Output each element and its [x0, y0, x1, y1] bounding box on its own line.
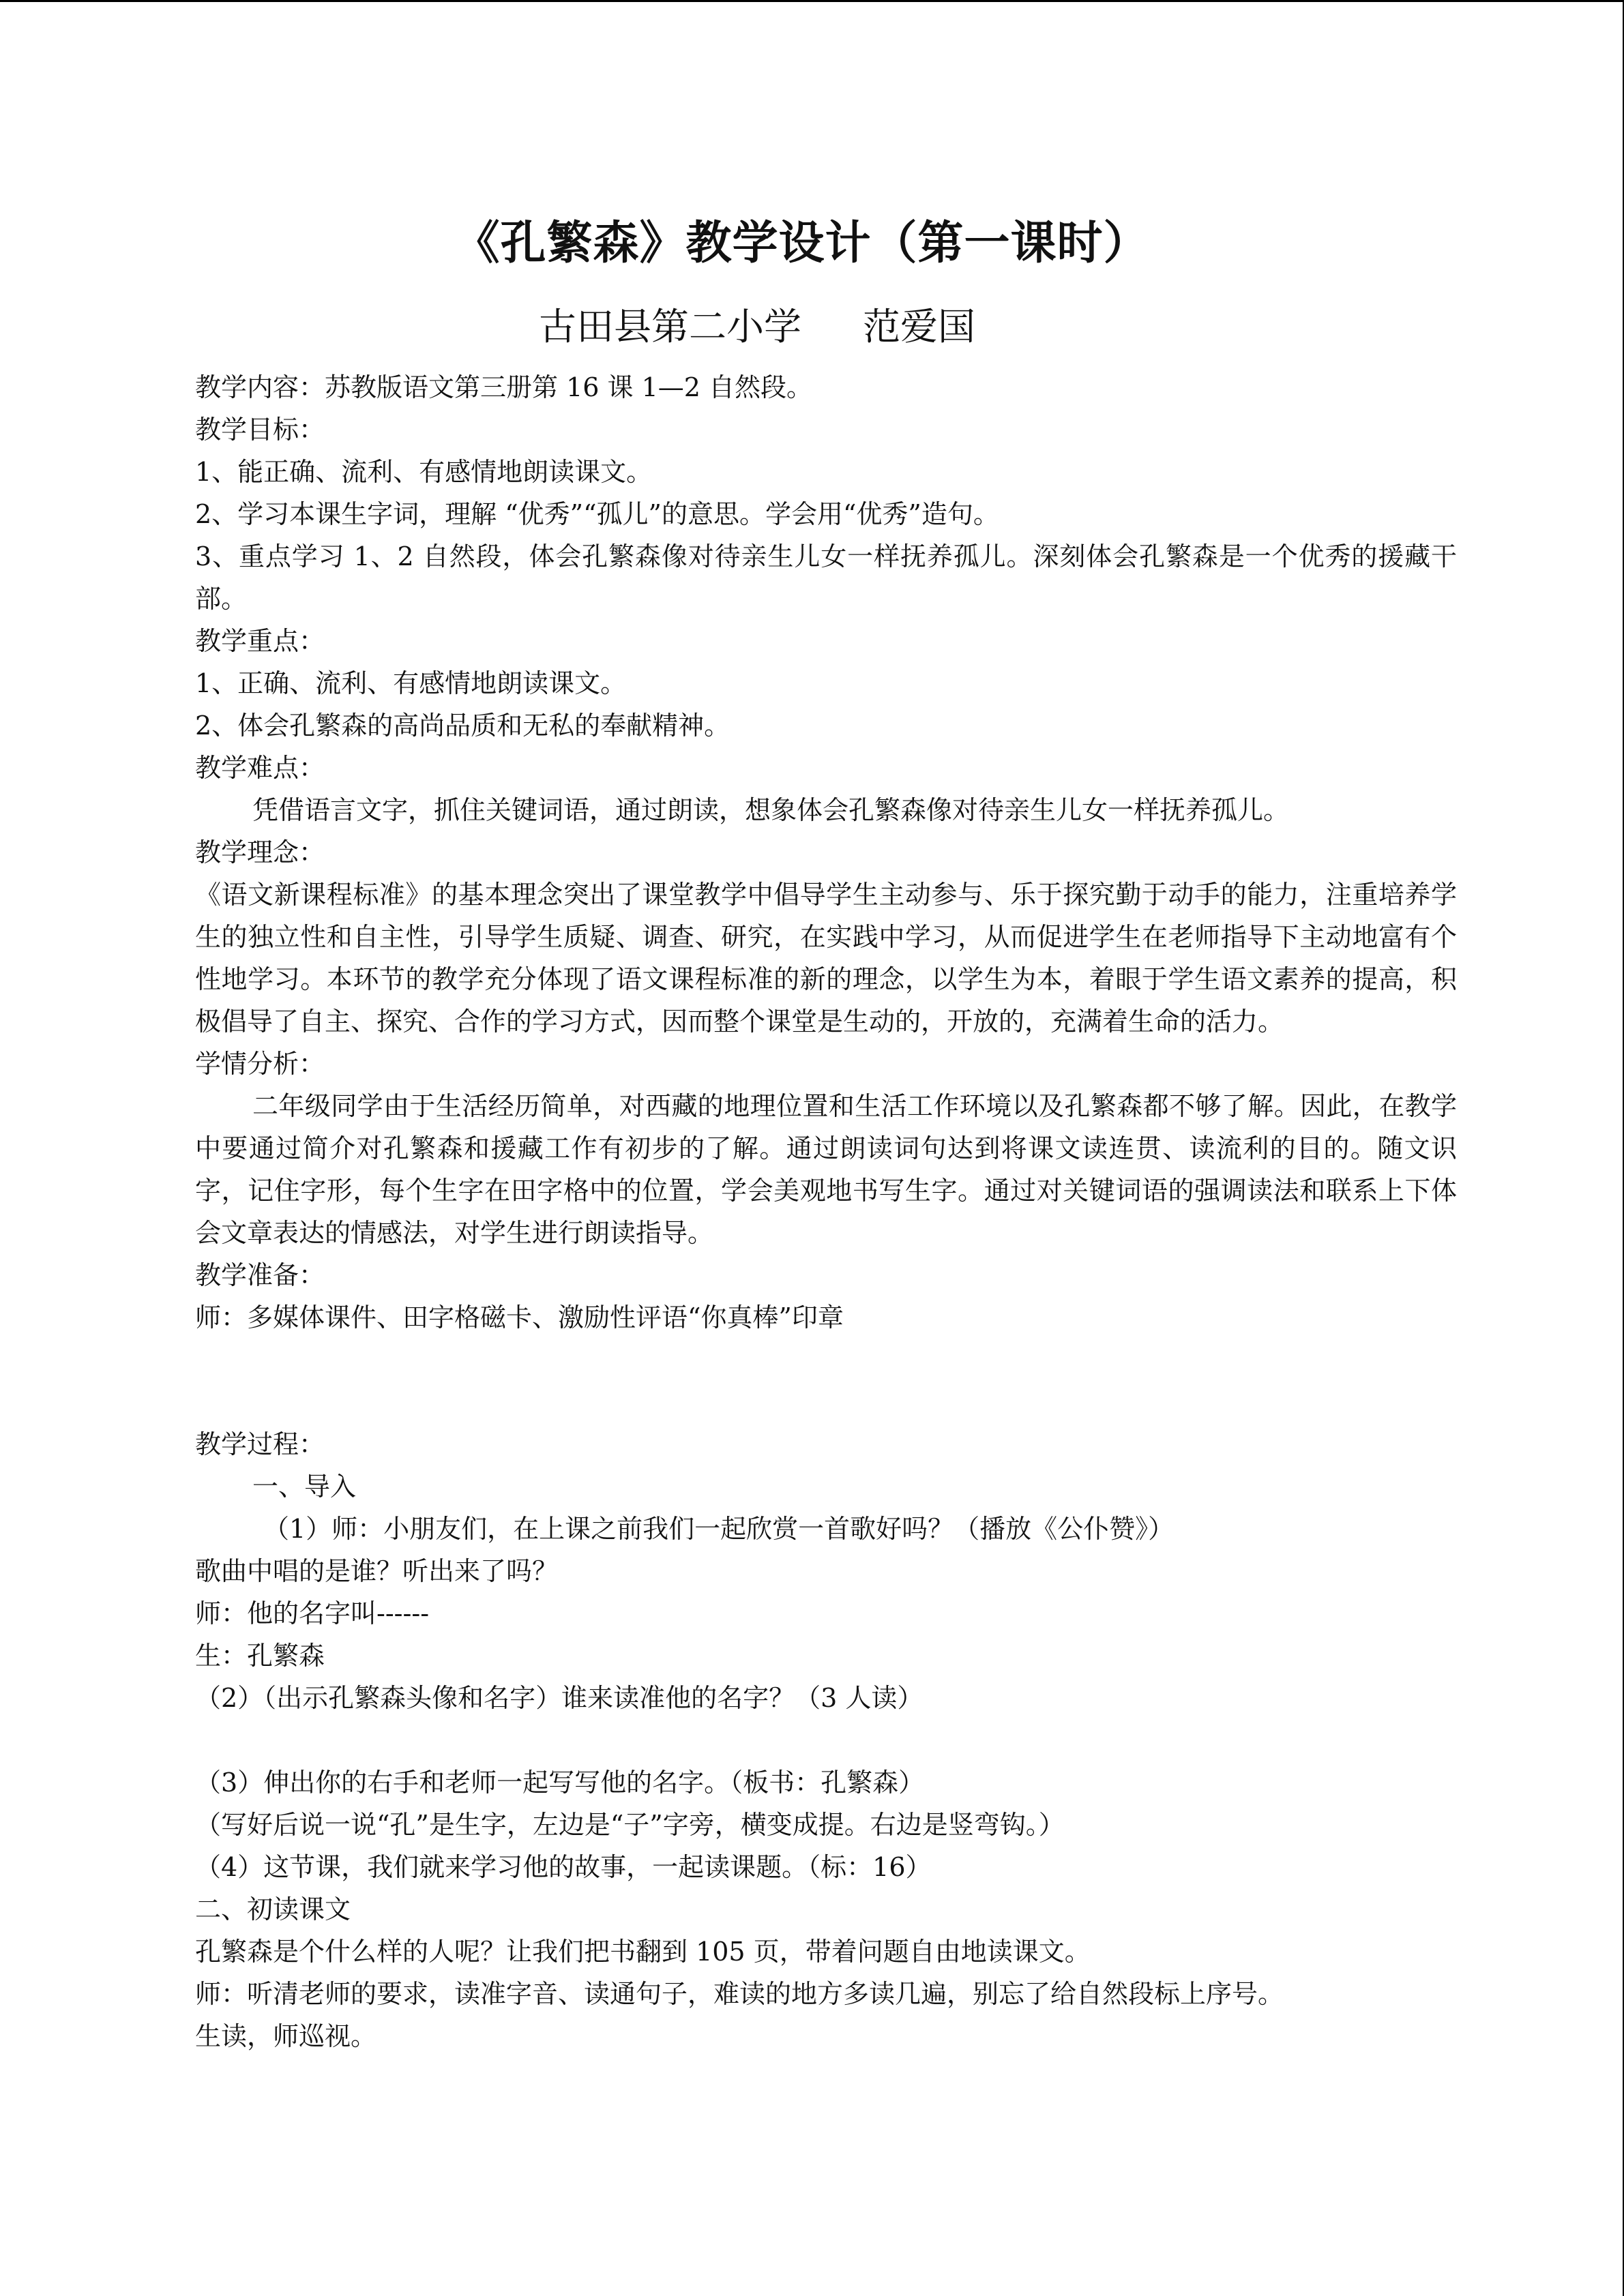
section-heading: 学情分析：	[195, 1049, 325, 1079]
paragraph: 二年级同学由于生活经历简单，对西藏的地理位置和生活工作环境以及孔繁森都不够了解。因此，在教学中要通过简介对孔繁森和援藏工作有初步的了解。通过朗读词句达到将课文读连贯、读流利的目的。随文识字，记住字形，每个生字在田字格中的位置，学会美观地书写生字。通过对关键词语的强调读法和联系上下体会文章表达的情感法，对学生进行朗读指导。	[195, 1091, 1457, 1248]
section-heading: 教学过程：	[195, 1429, 325, 1459]
paragraph: （1）师：小朋友们，在上课之前我们一起欣赏一首歌好吗？（播放《公仆赞》）	[263, 1514, 1175, 1544]
section-heading: 教学重点：	[195, 626, 325, 656]
paragraph: 师：多媒体课件、田字格磁卡、激励性评语“你真棒”印章	[195, 1302, 844, 1332]
spacer	[195, 1719, 1457, 1761]
paragraph: 生：孔繁森	[195, 1641, 325, 1671]
paragraph: （4）这节课，我们就来学习他的故事，一起读课题。（标：16）	[195, 1852, 932, 1882]
document-title-text: 《孔繁森》教学设计（第一课时）	[454, 215, 1150, 269]
paragraph: 1、能正确、流利、有感情地朗读课文。	[195, 457, 653, 487]
paragraph: 歌曲中唱的是谁？听出来了吗？	[195, 1556, 559, 1586]
section-heading: 教学准备：	[195, 1260, 325, 1290]
paragraph: 教学内容：苏教版语文第三册第 16 课 1—2 自然段。	[195, 372, 813, 402]
document-title	[0, 207, 1624, 272]
paragraph: （2）（出示孔繁森头像和名字）谁来读准他的名字？（3 人读）	[195, 1683, 924, 1713]
subsection-heading: 一、导入	[252, 1472, 357, 1502]
paragraph: （3）伸出你的右手和老师一起写写他的名字。（板书：孔繁森）	[195, 1768, 925, 1798]
section-heading: 教学难点：	[195, 753, 325, 783]
paragraph: 3、重点学习 1、2 自然段，体会孔繁森像对待亲生儿女一样抚养孤儿。深刻体会孔繁森是一个优秀的援藏干部。	[195, 541, 1457, 614]
paragraph: 2、体会孔繁森的高尚品质和无私的奉献精神。	[195, 711, 730, 741]
author-name: 范爱国	[863, 305, 976, 348]
author-line	[539, 297, 975, 351]
paragraph: 2、学习本课生字词，理解 “优秀”“孤儿”的意思。学会用“优秀”造句。	[195, 499, 999, 529]
paragraph: 师：听清老师的要求，读准字音、读通句子，难读的地方多读几遍，别忘了给自然段标上序号。	[195, 1979, 1284, 2009]
section-heading: 教学目标：	[195, 415, 325, 445]
paragraph: 凭借语言文字，抓住关键词语，通过朗读，想象体会孔繁森像对待亲生儿女一样抚养孤儿。	[252, 795, 1290, 825]
paragraph: 师：他的名字叫------	[195, 1598, 430, 1628]
subsection-heading: 二、初读课文	[195, 1894, 351, 1924]
spacer	[195, 1339, 1457, 1423]
paragraph: 生读，师巡视。	[195, 2021, 377, 2051]
paragraph: 1、正确、流利、有感情地朗读课文。	[195, 668, 627, 698]
paragraph: 《语文新课程标准》的基本理念突出了课堂教学中倡导学生主动参与、乐于探究勤于动手的能力，注重培养学生的独立性和自主性，引导学生质疑、调查、研究，在实践中学习，从而促进学生在老师指导下主动地富有个性地学习。本环节的教学充分体现了语文课程标准的新的理念，以学生为本，着眼于学生语文素养的提高，积极倡导了自主、探究、合作的学习方式，因而整个课堂是生动的，开放的，充满着生命的活力。	[195, 880, 1457, 1037]
paragraph: 孔繁森是个什么样的人呢？让我们把书翻到 105 页，带着问题自由地读课文。	[195, 1937, 1091, 1967]
section-heading: 教学理念：	[195, 837, 325, 867]
document-body	[195, 366, 1457, 2057]
paragraph: （写好后说一说“孔”是生字，左边是“子”字旁，横变成提。右边是竖弯钩。）	[195, 1810, 1065, 1840]
author-school: 古田县第二小学	[539, 305, 802, 348]
